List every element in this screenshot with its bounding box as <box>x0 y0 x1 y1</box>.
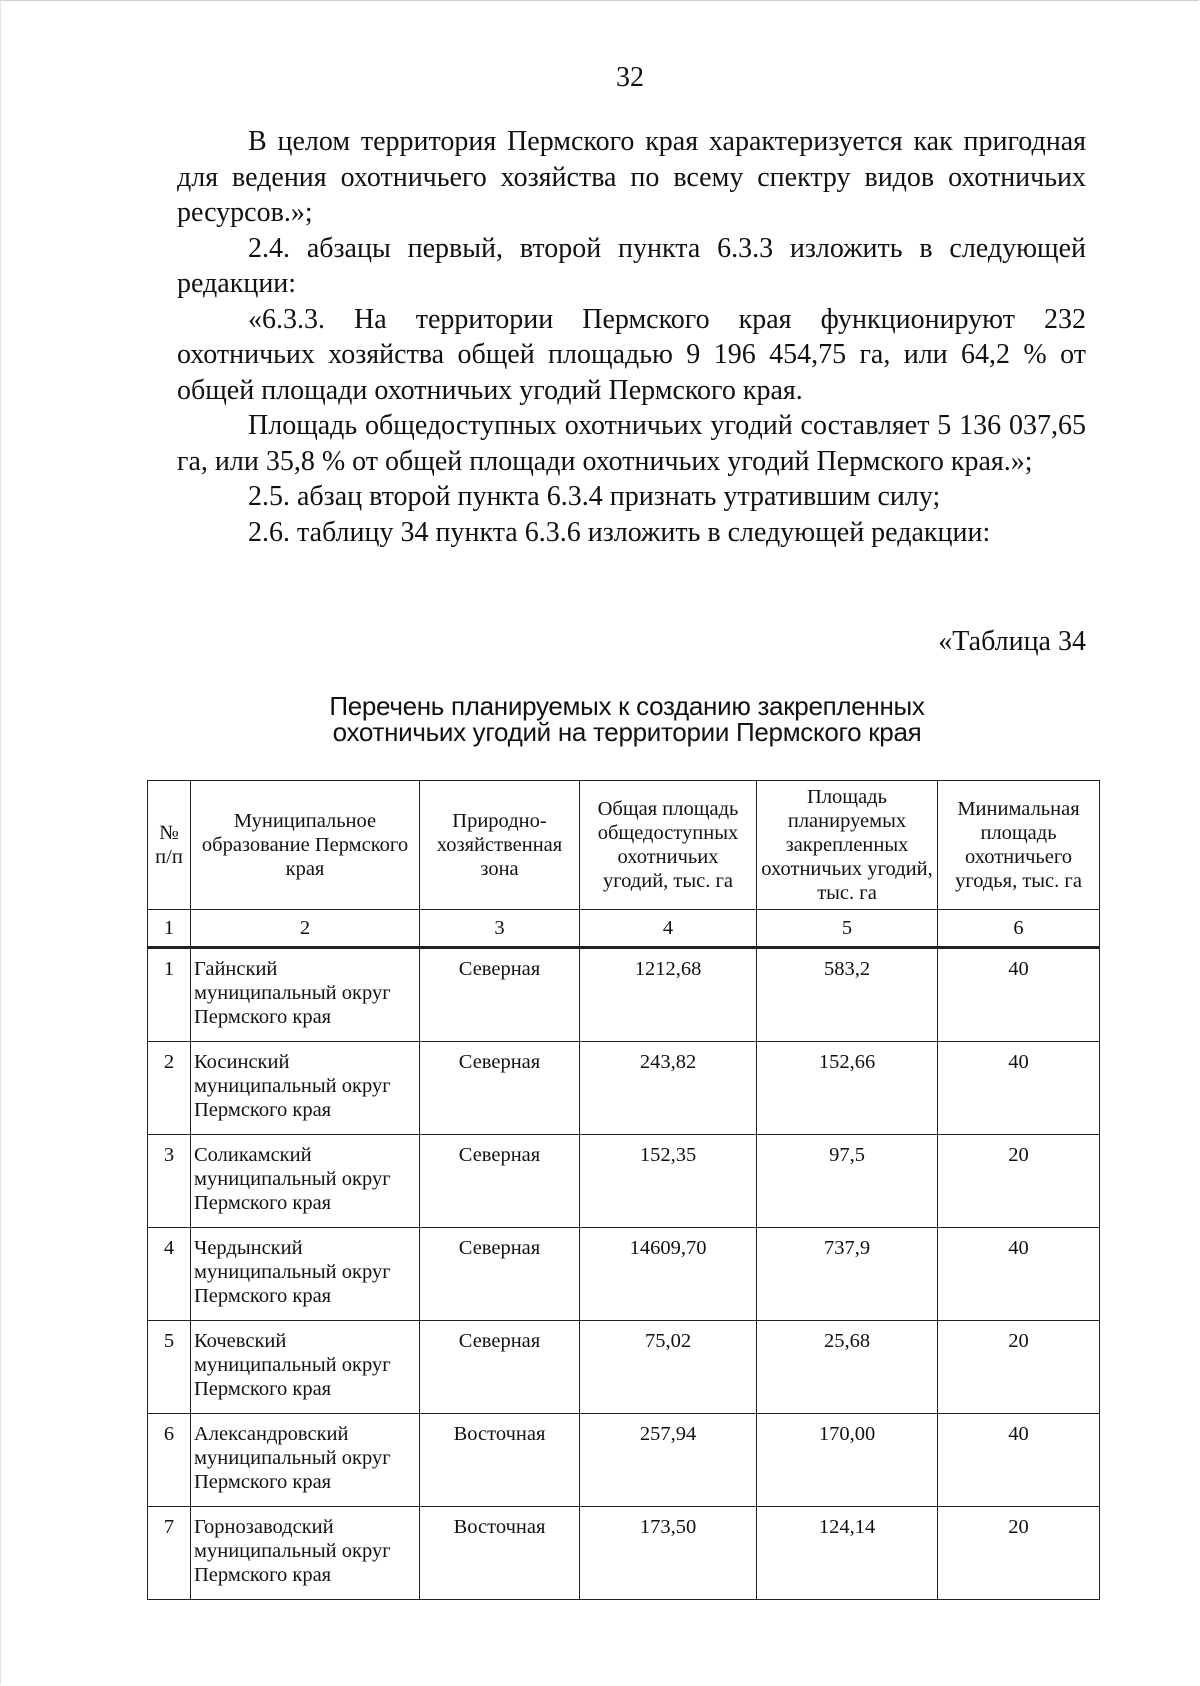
column-header: Минимальная площадь охотничьего угодья, тыс. га <box>938 781 1100 910</box>
municipality-cell: Гайнский муниципальный округ Пермского края <box>191 948 420 1042</box>
planned-area-cell: 97,5 <box>757 1135 938 1228</box>
table-row <box>148 1414 1100 1507</box>
column-header: Природно-хозяйственная зона <box>420 781 580 910</box>
municipality-cell: Горнозаводский муниципальный округ Пермского края <box>191 1507 420 1600</box>
municipality-cell: Александровский муниципальный округ Пермского края <box>191 1414 420 1507</box>
total-area-cell: 257,94 <box>580 1414 757 1507</box>
column-header: Площадь планируемых закрепленных охотничьих угодий, тыс. га <box>757 781 938 910</box>
column-header: № п/п <box>148 781 191 910</box>
column-number: 5 <box>757 910 938 948</box>
column-number-row <box>148 910 1100 948</box>
municipality-cell: Косинский муниципальный округ Пермского края <box>191 1042 420 1135</box>
page-number: 32 <box>616 62 644 93</box>
table-caption: «Таблица 34 <box>938 626 1086 657</box>
zone-cell: Восточная <box>420 1414 580 1507</box>
table-row <box>148 1042 1100 1135</box>
total-area-cell: 152,35 <box>580 1135 757 1228</box>
table-row <box>148 948 1100 1042</box>
zone-cell: Северная <box>420 1042 580 1135</box>
paragraph: В целом территория Пермского края характеризуется как пригодная для ведения охотничьего хозяйства по всему спектру видов охотничьих ресурсов.»; <box>177 126 1086 228</box>
row-number: 3 <box>148 1135 191 1228</box>
total-area-cell: 243,82 <box>580 1042 757 1135</box>
column-header: Муниципальное образование Пермского края <box>191 781 420 910</box>
total-area-cell: 173,50 <box>580 1507 757 1600</box>
row-number: 6 <box>148 1414 191 1507</box>
column-number: 4 <box>580 910 757 948</box>
row-number: 5 <box>148 1321 191 1414</box>
column-header: Общая площадь общедоступных охотничьих угодий, тыс. га <box>580 781 757 910</box>
row-number: 7 <box>148 1507 191 1600</box>
body-text <box>177 124 1086 550</box>
total-area-cell: 14609,70 <box>580 1228 757 1321</box>
min-area-cell: 40 <box>938 948 1100 1042</box>
column-number: 2 <box>191 910 420 948</box>
table-row <box>148 1321 1100 1414</box>
row-number: 2 <box>148 1042 191 1135</box>
municipality-cell: Соликамский муниципальный округ Пермского края <box>191 1135 420 1228</box>
zone-cell: Северная <box>420 1228 580 1321</box>
paragraph: «6.3.3. На территории Пермского края функционируют 232 охотничьих хозяйства общей площадью 9 196 454,75 га, или 64,2 % от общей площади охотничьих угодий Пермского края. <box>177 303 1086 406</box>
zone-cell: Восточная <box>420 1507 580 1600</box>
min-area-cell: 20 <box>938 1135 1100 1228</box>
paragraph: Площадь общедоступных охотничьих угодий составляет 5 136 037,65 га, или 35,8 % от общей площади охотничьих угодий Пермского края.»; <box>177 410 1086 477</box>
zone-cell: Северная <box>420 1321 580 1414</box>
row-number: 1 <box>148 948 191 1042</box>
municipality-cell: Чердынский муниципальный округ Пермского края <box>191 1228 420 1321</box>
planned-area-cell: 170,00 <box>757 1414 938 1507</box>
table-title-line: охотничьих угодий на территории Пермского края <box>332 717 922 747</box>
paragraph: 2.6. таблицу 34 пункта 6.3.6 изложить в следующей редакции: <box>248 516 991 548</box>
paragraph: 2.4. абзацы первый, второй пункта 6.3.3 изложить в следующей редакции: <box>177 232 1086 299</box>
row-number: 4 <box>148 1228 191 1321</box>
table-header-row <box>148 781 1100 910</box>
municipality-cell: Кочевский муниципальный округ Пермского края <box>191 1321 420 1414</box>
planned-area-cell: 25,68 <box>757 1321 938 1414</box>
planned-area-cell: 152,66 <box>757 1042 938 1135</box>
data-table <box>147 780 1100 1600</box>
column-number: 1 <box>148 910 191 948</box>
total-area-cell: 75,02 <box>580 1321 757 1414</box>
min-area-cell: 40 <box>938 1414 1100 1507</box>
min-area-cell: 20 <box>938 1507 1100 1600</box>
zone-cell: Северная <box>420 1135 580 1228</box>
paragraph: 2.5. абзац второй пункта 6.3.4 признать утратившим силу; <box>248 481 941 512</box>
planned-area-cell: 583,2 <box>757 948 938 1042</box>
total-area-cell: 1212,68 <box>580 948 757 1042</box>
column-number: 6 <box>938 910 1100 948</box>
table-row <box>148 1507 1100 1600</box>
table-title-line: Перечень планируемых к созданию закрепленных <box>329 691 925 721</box>
planned-area-cell: 737,9 <box>757 1228 938 1321</box>
zone-cell: Северная <box>420 948 580 1042</box>
table-title <box>147 693 1107 745</box>
column-number: 3 <box>420 910 580 948</box>
min-area-cell: 40 <box>938 1228 1100 1321</box>
planned-area-cell: 124,14 <box>757 1507 938 1600</box>
min-area-cell: 20 <box>938 1321 1100 1414</box>
table-row <box>148 1135 1100 1228</box>
min-area-cell: 40 <box>938 1042 1100 1135</box>
table-row <box>148 1228 1100 1321</box>
